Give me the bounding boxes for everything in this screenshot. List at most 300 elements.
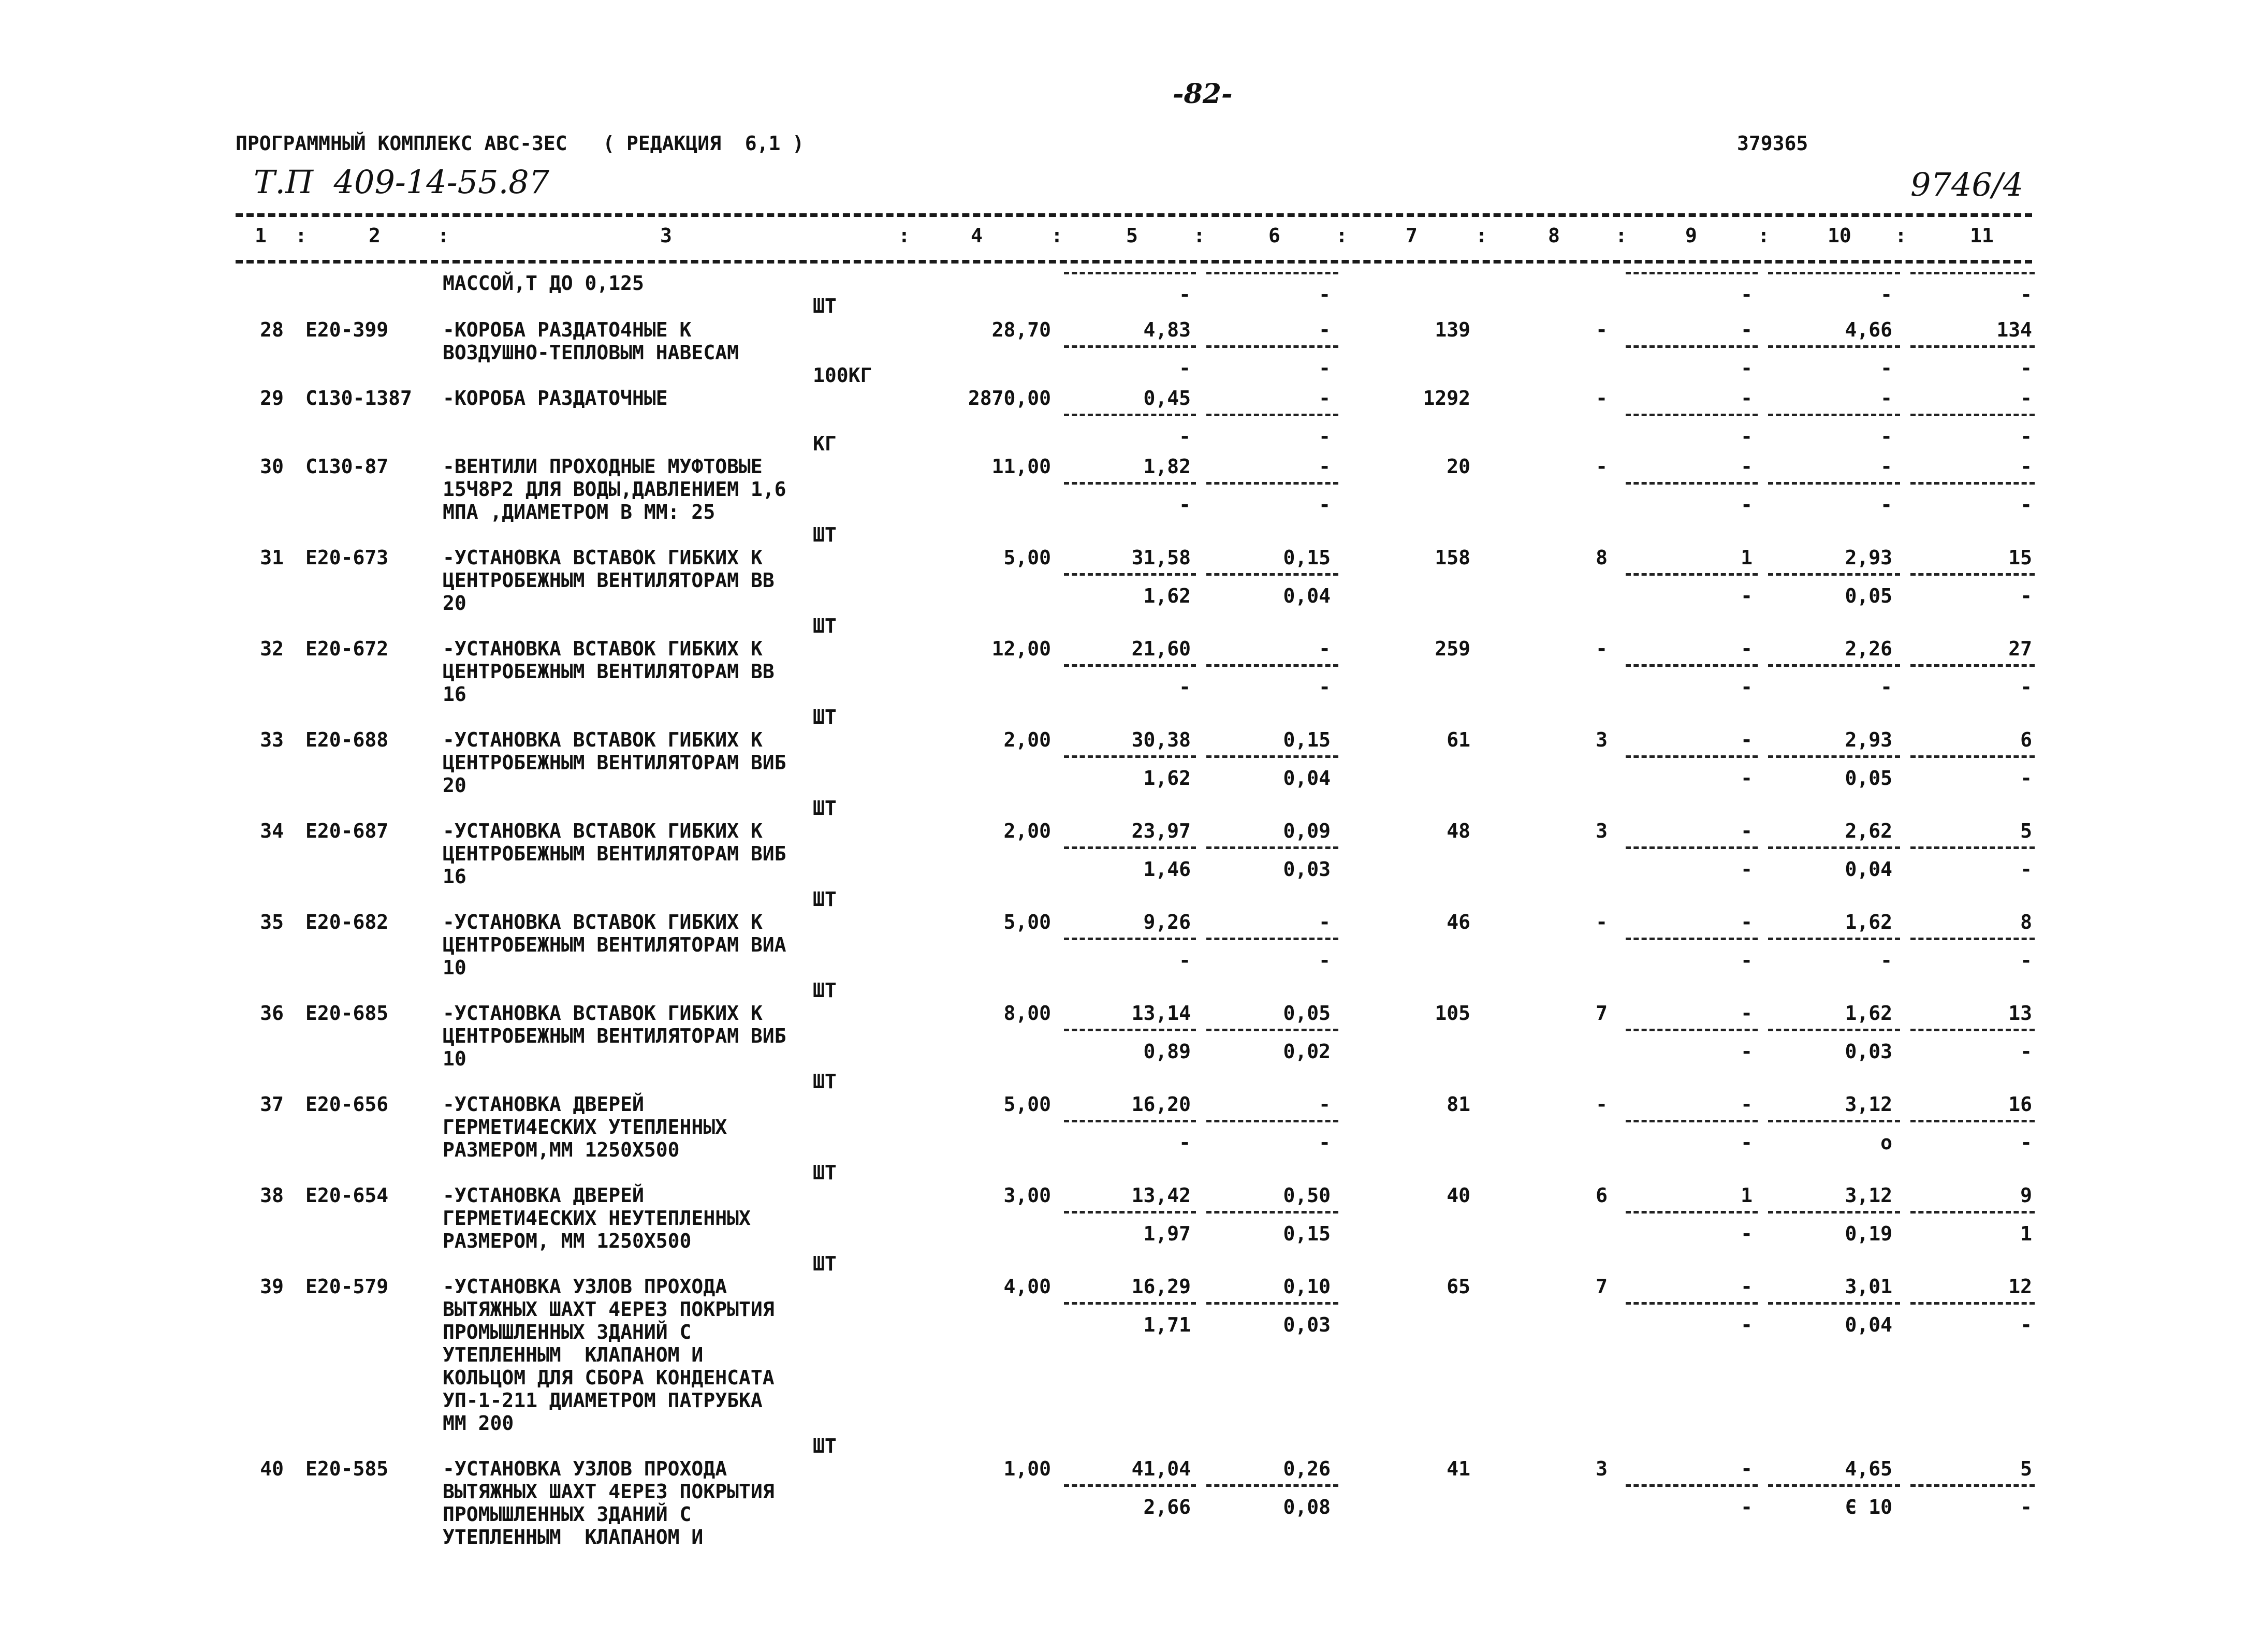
col5-divider	[1064, 345, 1196, 348]
col11-divider	[1910, 938, 2035, 940]
col6-divider	[1206, 1484, 1338, 1487]
col9-divider	[1626, 1211, 1758, 1214]
item-description: УТЕПЛЕННЫМ КЛАПАНОМ И	[443, 1343, 704, 1366]
col8-value: -	[1596, 318, 1608, 341]
col5-lower-value: -	[1179, 283, 1191, 306]
col6-upper-value: 0,09	[1283, 820, 1331, 842]
col9-lower-value: -	[1741, 283, 1753, 306]
row-number: 40	[260, 1457, 284, 1480]
resource-code: Е20-685	[305, 1002, 389, 1025]
item-description: ВЫТЯЖНЫХ ШАХТ 4ЕРЕЗ ПОКРЫТИЯ	[443, 1480, 775, 1503]
col6-divider	[1206, 573, 1338, 576]
col5-lower-value: 0,89	[1143, 1040, 1191, 1063]
col9-upper-value: -	[1741, 318, 1753, 341]
col8-value: -	[1596, 387, 1608, 410]
resource-code: С130-1387	[305, 387, 412, 410]
col11-upper-value: 13	[2008, 1002, 2032, 1025]
col9-lower-value: -	[1741, 676, 1753, 698]
quantity-value: 12,00	[991, 637, 1051, 660]
col9-lower-value: -	[1741, 1131, 1753, 1154]
col10-divider	[1768, 846, 1900, 849]
col9-divider	[1626, 272, 1758, 274]
col5-upper-value: 16,29	[1131, 1275, 1191, 1298]
col5-divider	[1064, 1120, 1196, 1122]
row-number: 34	[260, 820, 284, 842]
col6-upper-value: -	[1319, 387, 1331, 410]
col6-divider	[1206, 1120, 1338, 1122]
item-description: -УСТАНОВКА ВСТАВОК ГИБКИХ К	[443, 637, 763, 660]
column-separator: :	[1336, 224, 1348, 247]
row-number: 36	[260, 1002, 284, 1025]
quantity-value: 3,00	[1003, 1184, 1051, 1207]
row-number: 33	[260, 728, 284, 751]
col6-lower-value: 0,03	[1283, 858, 1331, 881]
unit-of-measure: ШТ	[813, 979, 837, 1002]
col7-value: 259	[1435, 637, 1470, 660]
col11-lower-value: -	[2020, 493, 2032, 516]
item-description: -ВЕНТИЛИ ПРОХОДНЫЕ МУФТОВЫЕ	[443, 455, 763, 478]
col5-upper-value: 13,14	[1131, 1002, 1191, 1025]
col11-upper-value: 5	[2020, 820, 2032, 842]
quantity-value: 11,00	[991, 455, 1051, 478]
resource-code: Е20-399	[305, 318, 389, 341]
col6-lower-value: 0,04	[1283, 767, 1331, 790]
col11-lower-value: -	[2020, 357, 2032, 379]
col10-upper-value: -	[1880, 387, 1892, 410]
col8-value: -	[1596, 455, 1608, 478]
col10-divider	[1768, 938, 1900, 940]
col9-lower-value: -	[1741, 1222, 1753, 1245]
column-header-9: 9	[1685, 224, 1697, 247]
col6-upper-value: -	[1319, 1093, 1331, 1116]
item-description: -УСТАНОВКА УЗЛОВ ПРОХОДА	[443, 1275, 727, 1298]
quantity-value: 2,00	[1003, 820, 1051, 842]
quantity-value: 1,00	[1003, 1457, 1051, 1480]
col10-upper-value: 3,01	[1845, 1275, 1892, 1298]
col8-value: 6	[1596, 1184, 1608, 1207]
item-description: МАССОЙ,Т ДО 0,125	[443, 272, 644, 295]
column-separator: :	[1193, 224, 1205, 247]
col10-divider	[1768, 1120, 1900, 1122]
col5-upper-value: 41,04	[1131, 1457, 1191, 1480]
col9-divider	[1626, 1120, 1758, 1122]
col7-value: 46	[1447, 911, 1470, 933]
unit-of-measure: ШТ	[813, 797, 837, 820]
unit-of-measure: ШТ	[813, 295, 837, 317]
resource-code: Е20-673	[305, 546, 389, 569]
col11-divider	[1910, 272, 2035, 274]
col9-lower-value: -	[1741, 493, 1753, 516]
col10-divider	[1768, 573, 1900, 576]
col10-divider	[1768, 664, 1900, 667]
header-bottom-rule	[236, 260, 2032, 264]
item-description: -КОРОБА РАЗДАТО4НЫЕ К	[443, 318, 692, 341]
column-header-6: 6	[1268, 224, 1280, 247]
item-description: ПРОМЫШЛЕННЫХ ЗДАНИЙ С	[443, 1321, 692, 1343]
col11-upper-value: 16	[2008, 1093, 2032, 1116]
col10-lower-value: -	[1880, 493, 1892, 516]
col10-lower-value: -	[1880, 357, 1892, 379]
item-description: ЦЕНТРОБЕЖНЫМ ВЕНТИЛЯТОРАМ ВИБ	[443, 751, 786, 774]
col5-divider	[1064, 272, 1196, 274]
col7-value: 158	[1435, 546, 1470, 569]
col5-divider	[1064, 573, 1196, 576]
sheet-reference: 9746/4	[1910, 166, 2024, 203]
col11-lower-value: -	[2020, 283, 2032, 306]
unit-of-measure: ШТ	[813, 888, 837, 911]
item-description: МПА ,ДИАМЕТРОМ В ММ: 25	[443, 501, 716, 523]
col11-divider	[1910, 1302, 2035, 1305]
col6-lower-value: 0,03	[1283, 1313, 1331, 1336]
col10-lower-value: о	[1880, 1131, 1892, 1154]
column-separator: :	[295, 224, 307, 247]
col5-divider	[1064, 414, 1196, 416]
row-number: 29	[260, 387, 284, 410]
col9-divider	[1626, 1484, 1758, 1487]
col9-upper-value: -	[1741, 1457, 1753, 1480]
col11-upper-value: 15	[2008, 546, 2032, 569]
col6-upper-value: 0,05	[1283, 1002, 1331, 1025]
col7-value: 105	[1435, 1002, 1470, 1025]
col10-lower-value: 0,03	[1845, 1040, 1892, 1063]
column-header-8: 8	[1548, 224, 1560, 247]
item-description: ЦЕНТРОБЕЖНЫМ ВЕНТИЛЯТОРАМ ВВ	[443, 660, 775, 683]
col11-lower-value: -	[2020, 1313, 2032, 1336]
col5-lower-value: 2,66	[1143, 1496, 1191, 1518]
col5-lower-value: -	[1179, 1131, 1191, 1154]
col10-lower-value: -	[1880, 283, 1892, 306]
item-description: -УСТАНОВКА УЗЛОВ ПРОХОДА	[443, 1457, 727, 1480]
item-description: 20	[443, 592, 466, 615]
col11-upper-value: 12	[2008, 1275, 2032, 1298]
item-description: ГЕРМЕТИ4ЕСКИХ НЕУТЕПЛЕННЫХ	[443, 1207, 751, 1230]
item-description: ЦЕНТРОБЕЖНЫМ ВЕНТИЛЯТОРАМ ВВ	[443, 569, 775, 592]
col8-value: -	[1596, 911, 1608, 933]
resource-code: С130-87	[305, 455, 389, 478]
col5-upper-value: 16,20	[1131, 1093, 1191, 1116]
col6-lower-value: 0,15	[1283, 1222, 1331, 1245]
col10-upper-value: 1,62	[1845, 911, 1892, 933]
col9-upper-value: -	[1741, 1002, 1753, 1025]
col10-upper-value: 4,65	[1845, 1457, 1892, 1480]
col11-divider	[1910, 1120, 2035, 1122]
col6-upper-value: 0,15	[1283, 728, 1331, 751]
col11-divider	[1910, 664, 2035, 667]
resource-code: Е20-672	[305, 637, 389, 660]
col9-upper-value: -	[1741, 820, 1753, 842]
item-description: ЦЕНТРОБЕЖНЫМ ВЕНТИЛЯТОРАМ ВИА	[443, 933, 786, 956]
col10-divider	[1768, 1484, 1900, 1487]
row-number: 37	[260, 1093, 284, 1116]
resource-code: Е20-654	[305, 1184, 389, 1207]
col10-divider	[1768, 272, 1900, 274]
item-description: УТЕПЛЕННЫМ КЛАПАНОМ И	[443, 1526, 704, 1548]
col5-lower-value: -	[1179, 357, 1191, 379]
col9-upper-value: -	[1741, 911, 1753, 933]
col5-lower-value: 1,46	[1143, 858, 1191, 881]
item-description: 16	[443, 683, 466, 706]
col5-lower-value: 1,71	[1143, 1313, 1191, 1336]
col11-divider	[1910, 1029, 2035, 1031]
col10-upper-value: 2,62	[1845, 820, 1892, 842]
quantity-value: 2870,00	[968, 387, 1051, 410]
col9-upper-value: -	[1741, 637, 1753, 660]
col7-value: 81	[1447, 1093, 1470, 1116]
quantity-value: 5,00	[1003, 911, 1051, 933]
col6-upper-value: -	[1319, 455, 1331, 478]
col5-divider	[1064, 938, 1196, 940]
col8-value: 7	[1596, 1002, 1608, 1025]
col8-value: 7	[1596, 1275, 1608, 1298]
column-header-5: 5	[1126, 224, 1138, 247]
col9-upper-value: 1	[1741, 546, 1753, 569]
resource-code: Е20-688	[305, 728, 389, 751]
resource-code: Е20-585	[305, 1457, 389, 1480]
col9-divider	[1626, 664, 1758, 667]
col10-upper-value: 2,93	[1845, 728, 1892, 751]
column-header-10: 10	[1828, 224, 1851, 247]
quantity-value: 8,00	[1003, 1002, 1051, 1025]
col6-divider	[1206, 1029, 1338, 1031]
unit-of-measure: КГ	[813, 432, 837, 455]
item-description: ЦЕНТРОБЕЖНЫМ ВЕНТИЛЯТОРАМ ВИБ	[443, 1025, 786, 1047]
col8-value: 3	[1596, 820, 1608, 842]
col5-upper-value: 13,42	[1131, 1184, 1191, 1207]
item-description: ПРОМЫШЛЕННЫХ ЗДАНИЙ С	[443, 1503, 692, 1526]
unit-of-measure: ШТ	[813, 706, 837, 728]
col11-divider	[1910, 1211, 2035, 1214]
row-number: 32	[260, 637, 284, 660]
col9-divider	[1626, 1029, 1758, 1031]
col5-lower-value: 1,97	[1143, 1222, 1191, 1245]
col9-lower-value: -	[1741, 357, 1753, 379]
item-description: -УСТАНОВКА ВСТАВОК ГИБКИХ К	[443, 820, 763, 842]
col10-lower-value: 0,05	[1845, 767, 1892, 790]
col11-upper-value: 6	[2020, 728, 2032, 751]
col5-lower-value: 1,62	[1143, 584, 1191, 607]
col5-divider	[1064, 1484, 1196, 1487]
item-description: ММ 200	[443, 1412, 514, 1435]
col9-divider	[1626, 846, 1758, 849]
col5-lower-value: 1,62	[1143, 767, 1191, 790]
col10-upper-value: 3,12	[1845, 1184, 1892, 1207]
item-description: ВЫТЯЖНЫХ ШАХТ 4ЕРЕЗ ПОКРЫТИЯ	[443, 1298, 775, 1321]
unit-of-measure: ШТ	[813, 1252, 837, 1275]
row-number: 39	[260, 1275, 284, 1298]
col8-value: 8	[1596, 546, 1608, 569]
col11-lower-value: -	[2020, 1131, 2032, 1154]
col11-divider	[1910, 345, 2035, 348]
col5-upper-value: 23,97	[1131, 820, 1191, 842]
col8-value: -	[1596, 1093, 1608, 1116]
column-header-11: 11	[1970, 224, 1994, 247]
col6-upper-value: 0,26	[1283, 1457, 1331, 1480]
col11-lower-value: -	[2020, 1040, 2032, 1063]
col6-lower-value: -	[1319, 425, 1331, 448]
col6-lower-value: 0,04	[1283, 584, 1331, 607]
program-title: ПРОГРАММНЫЙ КОМПЛЕКС АВС-3ЕС ( РЕДАКЦИЯ 6,1 )	[236, 132, 805, 155]
col5-lower-value: -	[1179, 493, 1191, 516]
item-description: 10	[443, 1047, 466, 1070]
item-description: -УСТАНОВКА ДВЕРЕЙ	[443, 1093, 644, 1116]
col8-value: -	[1596, 637, 1608, 660]
col9-divider	[1626, 755, 1758, 758]
resource-code: Е20-579	[305, 1275, 389, 1298]
item-description: ЦЕНТРОБЕЖНЫМ ВЕНТИЛЯТОРАМ ВИБ	[443, 842, 786, 865]
col9-divider	[1626, 1302, 1758, 1305]
item-description: -УСТАНОВКА ВСТАВОК ГИБКИХ К	[443, 546, 763, 569]
item-description: 16	[443, 865, 466, 888]
col11-lower-value: -	[2020, 425, 2032, 448]
page-number: -82-	[1173, 78, 1233, 110]
col7-value: 61	[1447, 728, 1470, 751]
col11-divider	[1910, 482, 2035, 485]
col10-upper-value: 2,93	[1845, 546, 1892, 569]
item-description: 10	[443, 956, 466, 979]
column-separator: :	[437, 224, 449, 247]
resource-code: Е20-682	[305, 911, 389, 933]
col5-divider	[1064, 1302, 1196, 1305]
row-number: 30	[260, 455, 284, 478]
resource-code: Е20-687	[305, 820, 389, 842]
row-number: 31	[260, 546, 284, 569]
col11-lower-value: 1	[2020, 1222, 2032, 1245]
col9-divider	[1626, 345, 1758, 348]
col9-lower-value: -	[1741, 425, 1753, 448]
column-separator: :	[1051, 224, 1063, 247]
col9-upper-value: -	[1741, 1093, 1753, 1116]
col5-divider	[1064, 1211, 1196, 1214]
col6-lower-value: -	[1319, 493, 1331, 516]
col11-upper-value: 5	[2020, 1457, 2032, 1480]
col9-upper-value: -	[1741, 455, 1753, 478]
col11-lower-value: -	[2020, 584, 2032, 607]
col9-upper-value: -	[1741, 1275, 1753, 1298]
col9-lower-value: -	[1741, 1040, 1753, 1063]
col5-lower-value: -	[1179, 425, 1191, 448]
col6-divider	[1206, 1302, 1338, 1305]
quantity-value: 28,70	[991, 318, 1051, 341]
col9-lower-value: -	[1741, 1313, 1753, 1336]
col7-value: 40	[1447, 1184, 1470, 1207]
project-reference: Т.П 409-14-55.87	[254, 163, 550, 201]
col11-lower-value: -	[2020, 676, 2032, 698]
column-separator: :	[898, 224, 910, 247]
quantity-value: 4,00	[1003, 1275, 1051, 1298]
col9-divider	[1626, 938, 1758, 940]
quantity-value: 2,00	[1003, 728, 1051, 751]
col6-divider	[1206, 938, 1338, 940]
col5-upper-value: 31,58	[1131, 546, 1191, 569]
unit-of-measure: ШТ	[813, 523, 837, 546]
col9-lower-value: -	[1741, 949, 1753, 972]
col10-upper-value: 3,12	[1845, 1093, 1892, 1116]
row-number: 35	[260, 911, 284, 933]
col11-divider	[1910, 414, 2035, 416]
quantity-value: 5,00	[1003, 1093, 1051, 1116]
col10-lower-value: 0,04	[1845, 1313, 1892, 1336]
item-description: РАЗМЕРОМ,ММ 1250Х500	[443, 1138, 680, 1161]
col11-divider	[1910, 755, 2035, 758]
column-separator: :	[1758, 224, 1770, 247]
column-header-3: 3	[660, 224, 672, 247]
col7-value: 41	[1447, 1457, 1470, 1480]
col5-divider	[1064, 1029, 1196, 1031]
col9-divider	[1626, 573, 1758, 576]
document-code: 379365	[1737, 132, 1808, 155]
col10-lower-value: -	[1880, 676, 1892, 698]
col11-divider	[1910, 846, 2035, 849]
col6-upper-value: -	[1319, 637, 1331, 660]
col6-upper-value: -	[1319, 911, 1331, 933]
item-description: -УСТАНОВКА ВСТАВОК ГИБКИХ К	[443, 911, 763, 933]
col10-lower-value: 0,19	[1845, 1222, 1892, 1245]
column-separator: :	[1615, 224, 1627, 247]
column-separator: :	[1476, 224, 1487, 247]
col11-divider	[1910, 573, 2035, 576]
col11-lower-value: -	[2020, 1496, 2032, 1518]
col11-upper-value: -	[2020, 387, 2032, 410]
col6-upper-value: 0,50	[1283, 1184, 1331, 1207]
col10-upper-value: 4,66	[1845, 318, 1892, 341]
col10-lower-value: 0,04	[1845, 858, 1892, 881]
col6-divider	[1206, 846, 1338, 849]
col6-lower-value: -	[1319, 949, 1331, 972]
col11-upper-value: 134	[1996, 318, 2032, 341]
col10-divider	[1768, 1029, 1900, 1031]
col10-lower-value: 0,05	[1845, 584, 1892, 607]
item-description: -УСТАНОВКА ДВЕРЕЙ	[443, 1184, 644, 1207]
col5-upper-value: 4,83	[1143, 318, 1191, 341]
col5-divider	[1064, 482, 1196, 485]
col9-lower-value: -	[1741, 1496, 1753, 1518]
col5-divider	[1064, 664, 1196, 667]
resource-code: Е20-656	[305, 1093, 389, 1116]
quantity-value: 5,00	[1003, 546, 1051, 569]
item-description: УП-1-211 ДИАМЕТРОМ ПАТРУБКА	[443, 1389, 763, 1412]
col6-upper-value: 0,15	[1283, 546, 1331, 569]
col11-upper-value: 9	[2020, 1184, 2032, 1207]
col6-divider	[1206, 664, 1338, 667]
col10-divider	[1768, 1211, 1900, 1214]
col7-value: 65	[1447, 1275, 1470, 1298]
item-description: ВОЗДУШНО-ТЕПЛОВЫМ НАВЕСАМ	[443, 341, 739, 364]
col6-divider	[1206, 755, 1338, 758]
unit-of-measure: ШТ	[813, 1161, 837, 1184]
item-description: -КОРОБА РАЗДАТОЧНЫЕ	[443, 387, 668, 410]
col5-lower-value: -	[1179, 676, 1191, 698]
col11-lower-value: -	[2020, 767, 2032, 790]
column-separator: :	[1895, 224, 1907, 247]
col6-lower-value: -	[1319, 357, 1331, 379]
col10-divider	[1768, 414, 1900, 416]
column-header-7: 7	[1406, 224, 1418, 247]
col7-value: 1292	[1423, 387, 1470, 410]
col11-upper-value: 8	[2020, 911, 2032, 933]
col10-divider	[1768, 482, 1900, 485]
col9-divider	[1626, 414, 1758, 416]
unit-of-measure: ШТ	[813, 1070, 837, 1093]
col6-divider	[1206, 345, 1338, 348]
col6-lower-value: 0,08	[1283, 1496, 1331, 1518]
column-header-1: 1	[255, 224, 267, 247]
col6-lower-value: 0,02	[1283, 1040, 1331, 1063]
item-description: РАЗМЕРОМ, ММ 1250Х500	[443, 1230, 692, 1252]
col5-upper-value: 0,45	[1143, 387, 1191, 410]
col6-lower-value: -	[1319, 1131, 1331, 1154]
col6-divider	[1206, 414, 1338, 416]
col8-value: 3	[1596, 728, 1608, 751]
